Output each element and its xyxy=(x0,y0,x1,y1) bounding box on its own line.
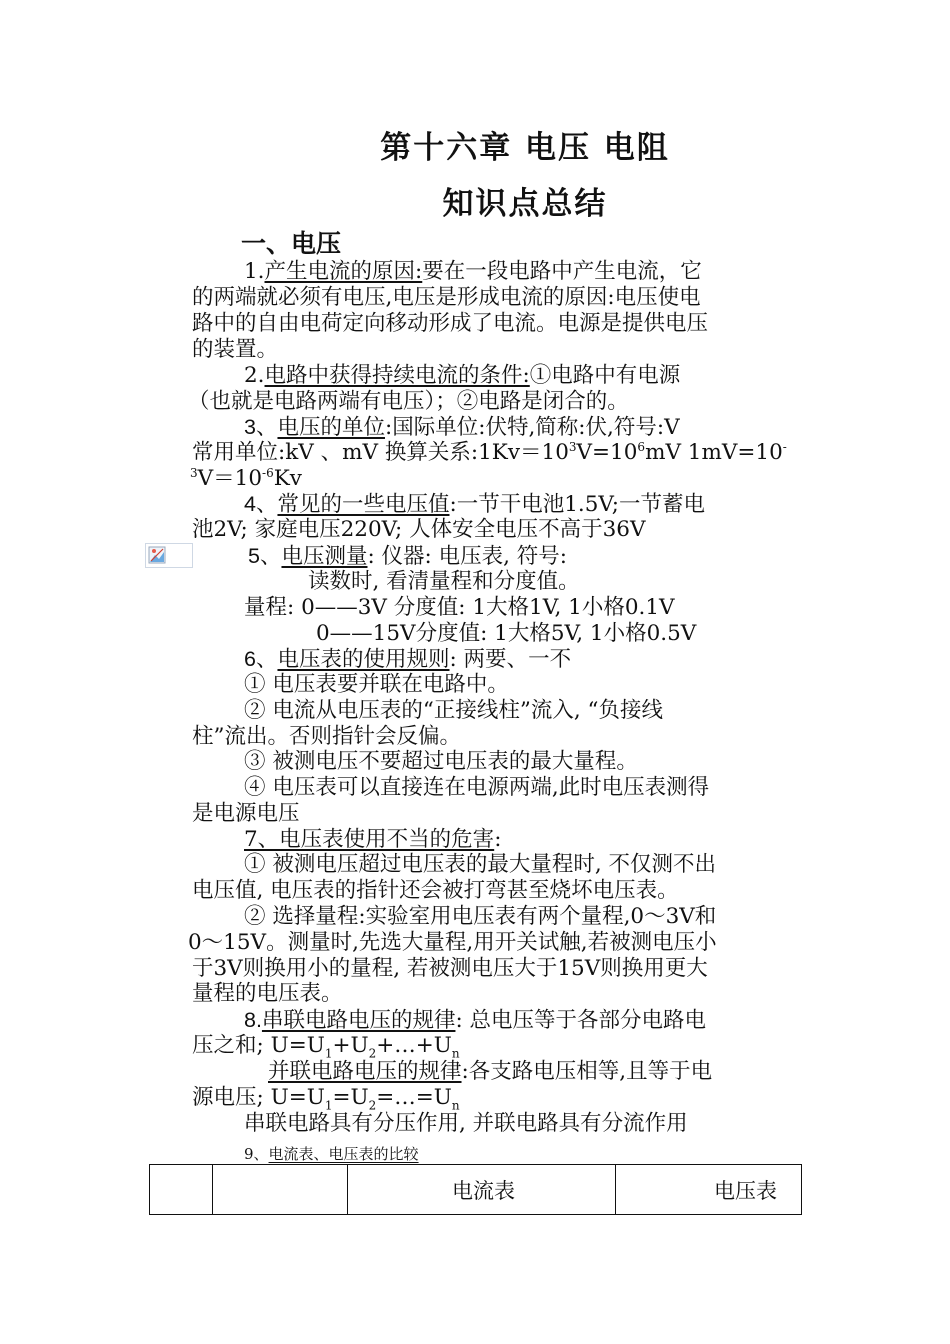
para-4-line-2: 池2V; 家庭电压220V; 人体安全电压不高于36V xyxy=(192,517,646,542)
para-3-line-2: 常用单位:kV 、mV 换算关系$:1Kv=10^3V=10^6mV$ 1mV=10- xyxy=(192,439,787,465)
para-3-line-3: $^3V=10^{-6}Kv$ xyxy=(190,465,302,491)
hazard-1-line-2: 电压值, 电压表的指针还会被打弯甚至烧坏电压表。 xyxy=(192,878,679,903)
para-5-line-1: 5、电压测量: 仪器: 电压表, 符号: xyxy=(248,544,568,569)
para-5-range-3v: 量程: 0——3V 分度值: 1大格1V, 1小格0.1V xyxy=(244,595,675,620)
voltmeter-symbol-image xyxy=(145,543,193,568)
broken-image-icon xyxy=(148,546,166,564)
para-2-line-2: （也就是电路两端有电压）；②电路是闭合的。 xyxy=(188,389,629,414)
term-continuous-current-condition: 电路中获得持续电流的条件: xyxy=(264,363,530,388)
term-parallel-voltage-law: 并联电路电压的规律 xyxy=(268,1059,462,1084)
divider-summary: 串联电路具有分压作用, 并联电路具有分流作用 xyxy=(244,1111,688,1136)
para-1-line-2: 的两端就必须有电压,电压是形成电流的原因:电压使电 xyxy=(192,285,701,310)
para-3-line-1: 3、电压的单位:国际单位:伏特,简称:伏,符号:V xyxy=(244,415,680,440)
rule-4-line-2: 是电源电压 xyxy=(192,801,300,826)
table-header-ammeter: 电流表 xyxy=(348,1165,616,1215)
comparison-table xyxy=(149,1164,802,1215)
hazard-2-line-3: 于3V则换用小的量程, 若被测电压大于15V则换用更大 xyxy=(192,956,708,981)
table-header-voltmeter: 电压表 xyxy=(616,1165,802,1215)
table-cell xyxy=(150,1165,213,1215)
para-5-range-15v: 0——15V分度值: 1大格5V, 1小格0.5V xyxy=(316,621,697,646)
hazard-2-line-1: ② 选择量程:实验室用电压表有两个量程,0～3V和 xyxy=(244,904,717,929)
rule-3: ③ 被测电压不要超过电压表的最大量程。 xyxy=(244,749,638,774)
para-9-heading: 9、电流表、电压表的比较 xyxy=(244,1145,419,1163)
para-5-line-2: 读数时, 看清量程和分度值。 xyxy=(308,569,580,594)
document-subtitle: 知识点总结 xyxy=(442,186,608,222)
rule-1: ① 电压表要并联在电路中。 xyxy=(244,672,509,697)
table-cell xyxy=(213,1165,348,1215)
para-1-line-3: 路中的自由电荷定向移动形成了电流。电源是提供电压 xyxy=(192,311,709,336)
para-8-line-1: 8.串联电路电压的规律: 总电压等于各部分电路电 xyxy=(244,1008,707,1033)
term-series-voltage-law: 串联电路电压的规律 xyxy=(261,1008,456,1033)
rule-2-line-2: 柱”流出。否则指针会反偏。 xyxy=(192,724,461,749)
hazard-1-line-1: ① 被测电压超过电压表的最大量程时, 不仅测不出 xyxy=(244,852,717,877)
rule-4-line-1: ④ 电压表可以直接连在电源两端,此时电压表测得 xyxy=(244,775,710,800)
para-2-line-1: 2.电路中获得持续电流的条件:①电路中有电源 xyxy=(244,363,681,388)
parallel-voltage-formula: 源电压; $U=U_1=U_2=\dots=U_n$ xyxy=(192,1085,460,1113)
term-cause-of-current: 产生电流的原因: xyxy=(264,259,423,284)
term-voltmeter-rules: 电压表的使用规则 xyxy=(277,647,450,672)
term-misuse-hazards: 7、电压表使用不当的危害 xyxy=(244,827,495,852)
term-voltage-unit: 电压的单位 xyxy=(277,415,385,440)
para-1-line-4: 的装置。 xyxy=(192,337,279,362)
para-6-line-1: 6、电压表的使用规则: 两要、一不 xyxy=(244,647,572,672)
rule-2-line-1: ② 电流从电压表的“正接线柱”流入, “负接线 xyxy=(244,698,663,723)
series-voltage-formula: 压之和; $U=U_1+U_2+\dots+U_n$ xyxy=(192,1033,460,1061)
para-7-heading: 7、电压表使用不当的危害: xyxy=(244,827,502,852)
hazard-2-line-4: 量程的电压表。 xyxy=(192,981,343,1006)
section-heading: 一、电压 xyxy=(241,229,342,258)
term-voltage-measurement: 电压测量 xyxy=(281,544,368,569)
para-4-line-1: 4、常见的一些电压值:一节干电池1.5V;一节蓄电 xyxy=(244,492,706,517)
para-8-line-3: 并联电路电压的规律:各支路电压相等,且等于电 xyxy=(268,1059,713,1084)
term-common-voltages: 常见的一些电压值 xyxy=(277,492,450,517)
hazard-2-line-2: 0～15V。测量时,先选大量程,用开关试触,若被测电压小 xyxy=(188,930,717,955)
chapter-title: 第十六章 电压 电阻 xyxy=(380,130,670,166)
term-meter-comparison: 电流表、电压表的比较 xyxy=(268,1145,419,1163)
table-row xyxy=(150,1165,802,1215)
para-1-line-1: 1.产生电流的原因:要在一段电路中产生电流，它 xyxy=(244,259,702,284)
